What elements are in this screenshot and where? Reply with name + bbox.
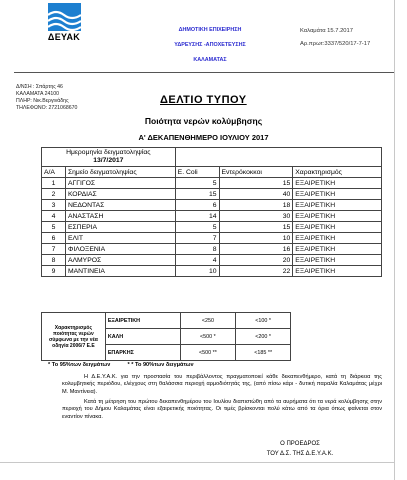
row-entero: 16 [219, 244, 293, 255]
row-number: 1 [42, 178, 66, 189]
sampling-row [42, 148, 382, 167]
table-row [42, 233, 382, 244]
table-row [42, 222, 382, 233]
logo-text: ΔΕΥΑΚ [47, 32, 81, 42]
row-entero: 15 [219, 178, 293, 189]
address-phone: ΤΗΛΕΦΩΝΟ: 2721068670 [16, 105, 78, 111]
row-entero: 30 [219, 211, 293, 222]
row-number: 5 [42, 222, 66, 233]
row-point: ΑΝΑΣΤΑΣΗ [65, 211, 175, 222]
table-row [42, 244, 382, 255]
row-number: 6 [42, 233, 66, 244]
row-point: ΕΛΙΤ [65, 233, 175, 244]
address-contact: ΠΛΗΡ: Νικ.Βεργινάδης [16, 98, 69, 104]
doc-date: Καλαμάτα 15.7.2017 [300, 28, 353, 34]
page-edge-bottom [0, 462, 395, 463]
row-ecoli: 10 [175, 266, 219, 277]
limits-entero: <200 * [236, 329, 291, 345]
row-point: ΜΑΝΤΙΝΕΙΑ [65, 266, 175, 277]
row-point: ΕΣΠΕΡΙΑ [65, 222, 175, 233]
row-entero: 10 [219, 233, 293, 244]
row-point: ΚΟΡΔΙΑΣ [65, 189, 175, 200]
org-line-3: ΚΑΛΑΜΑΤΑΣ [193, 57, 227, 63]
row-point: ΑΓΓΙΓΟΣ [65, 178, 175, 189]
table-row [42, 266, 382, 277]
table-header-row [42, 167, 382, 178]
table-row [42, 255, 382, 266]
sampling-cell [42, 148, 176, 167]
sampling-label: Ημερομηνία δειγματοληψίας [66, 149, 151, 156]
doc-title: ΔΕΛΤΙΟ ΤΥΠΟΥ [160, 94, 247, 106]
footnote-90: * * Το 90%των δειγμάτων [127, 362, 194, 368]
page-edge-right [394, 0, 395, 480]
row-entero: 20 [219, 255, 293, 266]
signature-title: Ο ΠΡΟΕΔΡΟΣ [280, 441, 320, 447]
row-number: 4 [42, 211, 66, 222]
limits-label: ΕΞΑΙΡΕΤΙΚΗ [105, 313, 180, 329]
row-ecoli: 5 [175, 222, 219, 233]
table-row [42, 178, 382, 189]
row-point: ΝΕΔΟΝΤΑΣ [65, 200, 175, 211]
col-header-quality: Χαρακτηρισμός [293, 167, 382, 178]
protocol-number: Αρ.πρωτ:3337/520/17-7-17 [300, 41, 371, 47]
header-divider [14, 72, 394, 73]
col-header-no: Α/Α [42, 167, 66, 178]
row-ecoli: 15 [175, 189, 219, 200]
row-number: 3 [42, 200, 66, 211]
org-line-2: ΥΔΡΕΥΣΗΣ -ΑΠΟΧΕΤΕΥΣΗΣ [174, 42, 246, 48]
row-quality: ΕΞΑΙΡΕΤΙΚΗ [293, 222, 382, 233]
table-row [42, 211, 382, 222]
row-quality: ΕΞΑΙΡΕΤΙΚΗ [293, 200, 382, 211]
row-ecoli: 5 [175, 178, 219, 189]
row-number: 8 [42, 255, 66, 266]
row-quality: ΕΞΑΙΡΕΤΙΚΗ [293, 189, 382, 200]
limits-entero: <100 * [236, 313, 291, 329]
body-paragraph-1: Η Δ.Ε.Υ.Α.Κ. για την προστασία του περιβάλλοντος πραγματοποιεί κάθε δεκαπενθήμερο, κατά τη διάρκεια της κολυμβητικής περιόδου, ελέγχους στη θαλάσσια περιοχή αρμοδιότητάς της, (από πίσω κάρι - δυτική παραλία Καλαμάτας μέχρι Μ. Μαντίνεια). [62, 374, 382, 395]
row-number: 2 [42, 189, 66, 200]
table-body [42, 178, 382, 277]
org-line-1: ΔΗΜΟΤΙΚΗ ΕΠΙΧΕΙΡΗΣΗ [178, 27, 242, 33]
address-street: Δ/ΝΣΗ : Σπάρτης 46 [16, 84, 63, 90]
footnotes [48, 362, 194, 368]
row-ecoli: 6 [175, 200, 219, 211]
row-ecoli: 4 [175, 255, 219, 266]
row-point: ΑΛΜΥΡΟΣ [65, 255, 175, 266]
row-ecoli: 14 [175, 211, 219, 222]
row-quality: ΕΞΑΙΡΕΤΙΚΗ [293, 178, 382, 189]
col-header-point: Σημείο δειγματοληψίας [65, 167, 175, 178]
deyak-logo [44, 3, 84, 43]
doc-subtitle: Ποιότητα νερών κολύμβησης [144, 116, 263, 126]
row-quality: ΕΞΑΙΡΕΤΙΚΗ [293, 244, 382, 255]
col-header-ecoli: E. Coli [175, 167, 219, 178]
signature-org: ΤΟΥ Δ.Σ. ΤΗΣ Δ.Ε.Υ.Α.Κ. [266, 451, 334, 457]
footnote-95: * Το 95%των δειγμάτων [48, 362, 111, 368]
table-row [42, 189, 382, 200]
table-row [42, 200, 382, 211]
results-table [41, 147, 382, 277]
limits-ecoli: <500 * [180, 329, 236, 345]
limits-table [41, 312, 291, 361]
sampling-empty [175, 148, 381, 167]
limits-ecoli: <250 [180, 313, 236, 329]
col-header-entero: Εντερόκοκκοι [219, 167, 293, 178]
row-entero: 15 [219, 222, 293, 233]
row-ecoli: 7 [175, 233, 219, 244]
row-quality: ΕΞΑΙΡΕΤΙΚΗ [293, 255, 382, 266]
sampling-date: 13/7/2017 [93, 157, 124, 164]
limits-ecoli: <500 ** [180, 345, 236, 361]
address-city: ΚΑΛΑΜΑΤΑ 24100 [16, 91, 60, 97]
row-number: 7 [42, 244, 66, 255]
row-entero: 18 [219, 200, 293, 211]
limits-caption: Χαρακτηρισμός ποιότητας νερών σύμφωνα με την νέα οδηγία 2006/7 Ε.Ε [42, 313, 106, 361]
limits-row [42, 313, 291, 329]
limits-label: ΕΠΑΡΚΗΣ [105, 345, 180, 361]
period-title: Α' ΔΕΚΑΠΕΝΘΗΜΕΡΟ ΙΟΥΛΙΟΥ 2017 [138, 133, 269, 142]
limits-label: ΚΑΛΗ [105, 329, 180, 345]
logo-waves-icon [48, 3, 81, 31]
row-number: 9 [42, 266, 66, 277]
body-paragraph-2: Κατά τη μέτρηση του πρώτου δεκαπενθημέρου του Ιουλίου διαπιστώθη από τα αυρήματα ότι τα νερά κολύμβησης στην περιοχή του Δήμου Καλαμάτας είναι εξαιρετικής ποιότητας. Οι τιμές βρίσκονται πολύ κάτω από τα όρια όπως φαίνεται στον εναντίον πίνακα. [62, 399, 382, 420]
limits-entero: <185 ** [236, 345, 291, 361]
row-quality: ΕΞΑΙΡΕΤΙΚΗ [293, 266, 382, 277]
row-ecoli: 8 [175, 244, 219, 255]
row-entero: 40 [219, 189, 293, 200]
row-entero: 22 [219, 266, 293, 277]
row-quality: ΕΞΑΙΡΕΤΙΚΗ [293, 211, 382, 222]
row-quality: ΕΞΑΙΡΕΤΙΚΗ [293, 233, 382, 244]
row-point: ΦΙΛΟΞΕΝΙΑ [65, 244, 175, 255]
